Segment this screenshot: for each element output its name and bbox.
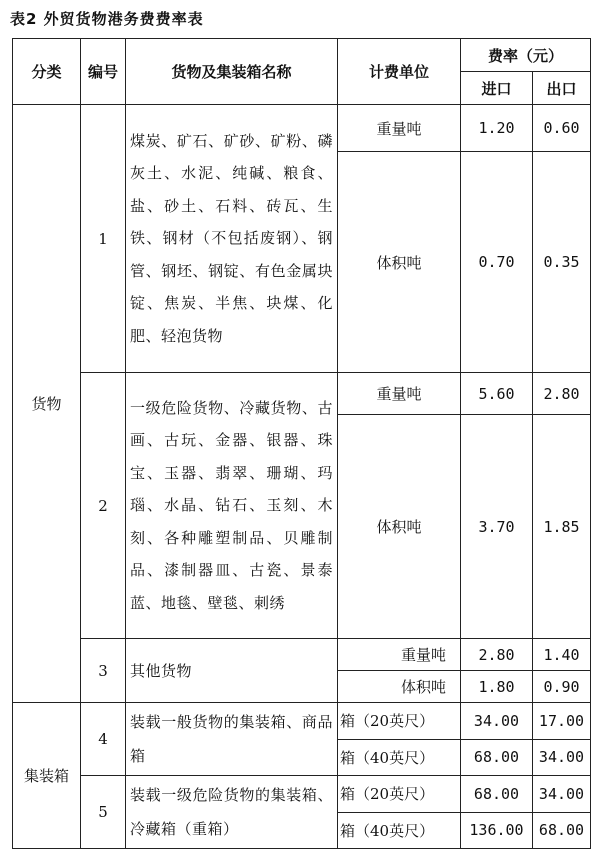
- import-rate: 68.00: [461, 776, 533, 813]
- port-fee-rate-table: [12, 38, 591, 849]
- item-name: 煤炭、矿石、矿砂、矿粉、磷灰土、水泥、纯碱、粮食、盐、砂土、石料、砖瓦、生铁、钢材（不包括废钢）、钢管、钢坯、钢锭、有色金属块锭、焦炭、半焦、块煤、化肥、轻泡货物: [126, 105, 338, 373]
- header-category: 分类: [13, 39, 81, 105]
- export-rate: 34.00: [533, 739, 591, 776]
- export-rate: 1.40: [533, 639, 591, 671]
- import-rate: 1.80: [461, 671, 533, 703]
- item-number: 3: [81, 639, 126, 703]
- header-import: 进口: [461, 72, 533, 105]
- export-rate: 1.85: [533, 415, 591, 639]
- export-rate: 68.00: [533, 812, 591, 849]
- import-rate: 34.00: [461, 703, 533, 740]
- header-unit: 计费单位: [338, 39, 461, 105]
- item-number: 2: [81, 373, 126, 639]
- header-export: 出口: [533, 72, 591, 105]
- category-container: 集装箱: [13, 703, 81, 849]
- import-rate: 5.60: [461, 373, 533, 415]
- unit-cell: 箱（40英尺）: [338, 739, 461, 776]
- import-rate: 1.20: [461, 105, 533, 152]
- unit-cell: 重量吨: [338, 105, 461, 152]
- import-rate: 2.80: [461, 639, 533, 671]
- item-name: 装载一级危险货物的集装箱、冷藏箱（重箱）: [126, 776, 338, 849]
- export-rate: 0.60: [533, 105, 591, 152]
- item-name: 其他货物: [126, 639, 338, 703]
- export-rate: 34.00: [533, 776, 591, 813]
- header-number: 编号: [81, 39, 126, 105]
- export-rate: 17.00: [533, 703, 591, 740]
- category-cargo: 货物: [13, 105, 81, 703]
- item-number: 1: [81, 105, 126, 373]
- item-name: 装载一般货物的集装箱、商品箱: [126, 703, 338, 776]
- unit-cell: 重量吨: [338, 639, 461, 671]
- import-rate: 136.00: [461, 812, 533, 849]
- item-number: 5: [81, 776, 126, 849]
- unit-cell: 体积吨: [338, 152, 461, 373]
- export-rate: 0.90: [533, 671, 591, 703]
- item-name: 一级危险货物、冷藏货物、古画、古玩、金器、银器、珠宝、玉器、翡翠、珊瑚、玛瑙、水晶、钻石、玉刻、木刻、各种雕塑制品、贝雕制品、漆制器皿、古瓷、景泰蓝、地毯、壁毯、刺绣: [126, 373, 338, 639]
- import-rate: 3.70: [461, 415, 533, 639]
- export-rate: 0.35: [533, 152, 591, 373]
- import-rate: 0.70: [461, 152, 533, 373]
- table-title: 表2 外贸货物港务费费率表: [10, 10, 204, 28]
- export-rate: 2.80: [533, 373, 591, 415]
- unit-cell: 体积吨: [338, 671, 461, 703]
- header-name: 货物及集装箱名称: [126, 39, 338, 105]
- unit-cell: 重量吨: [338, 373, 461, 415]
- header-rate: 费率（元）: [461, 39, 591, 72]
- unit-cell: 箱（20英尺）: [338, 703, 461, 740]
- import-rate: 68.00: [461, 739, 533, 776]
- item-number: 4: [81, 703, 126, 776]
- unit-cell: 箱（40英尺）: [338, 812, 461, 849]
- unit-cell: 箱（20英尺）: [338, 776, 461, 813]
- unit-cell: 体积吨: [338, 415, 461, 639]
